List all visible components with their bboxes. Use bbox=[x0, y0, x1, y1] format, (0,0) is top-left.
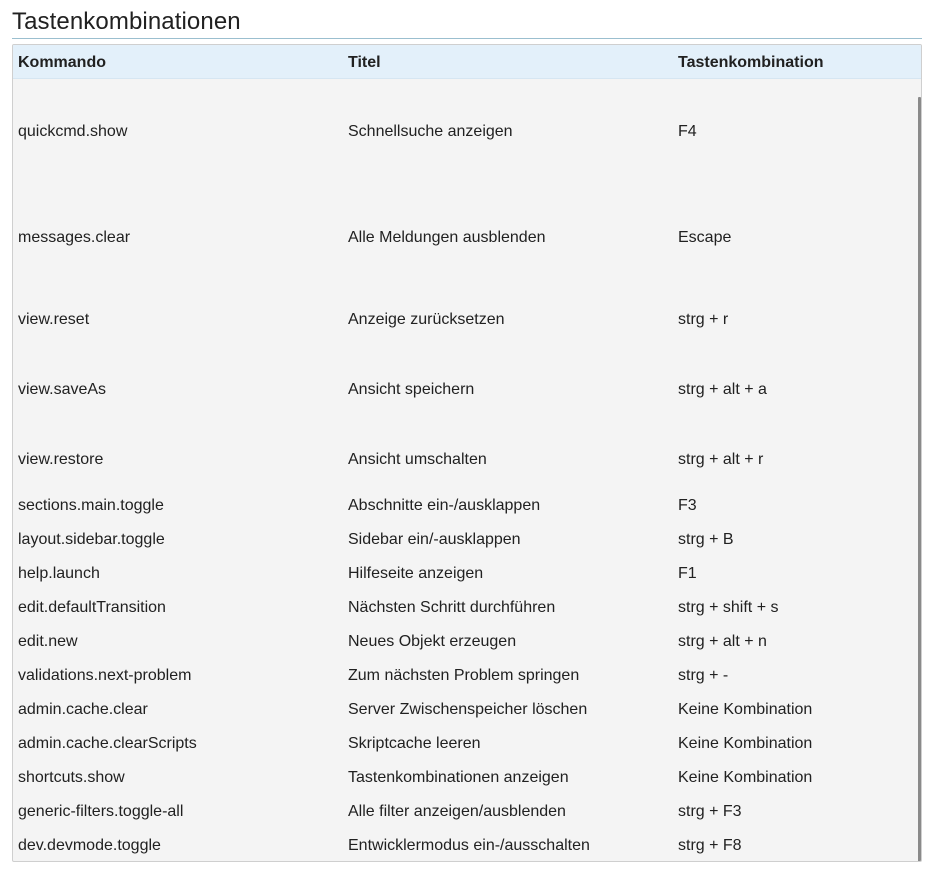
title-cell: Anzeige zurücksetzen bbox=[348, 311, 505, 328]
table-row[interactable] bbox=[13, 727, 913, 761]
title-cell: Entwicklermodus ein-/ausschalten bbox=[348, 837, 590, 854]
shortcut-cell: Escape bbox=[678, 229, 732, 246]
command-cell: messages.clear bbox=[18, 229, 131, 246]
title-cell: Ansicht umschalten bbox=[348, 451, 487, 468]
table-row[interactable] bbox=[13, 489, 913, 523]
title-cell: Abschnitte ein-/ausklappen bbox=[348, 497, 541, 514]
command-cell: admin.cache.clear bbox=[18, 701, 148, 718]
title-divider bbox=[12, 38, 922, 39]
table-row[interactable] bbox=[13, 659, 913, 693]
shortcut-cell: strg + alt + n bbox=[678, 633, 767, 650]
title-cell: Neues Objekt erzeugen bbox=[348, 633, 517, 650]
command-cell: help.launch bbox=[18, 565, 100, 582]
shortcut-cell: F4 bbox=[678, 123, 697, 140]
title-cell: Schnellsuche anzeigen bbox=[348, 123, 513, 140]
table-row[interactable] bbox=[13, 795, 913, 829]
command-cell: quickcmd.show bbox=[18, 123, 128, 140]
title-cell: Server Zwischenspeicher löschen bbox=[348, 701, 588, 718]
shortcuts-table bbox=[12, 44, 922, 862]
shortcut-cell: F1 bbox=[678, 565, 697, 582]
shortcut-cell: F3 bbox=[678, 497, 697, 514]
column-header-shortcut[interactable]: Tastenkombination bbox=[678, 54, 824, 71]
command-cell: generic-filters.toggle-all bbox=[18, 803, 184, 820]
vertical-scrollbar[interactable] bbox=[918, 97, 921, 862]
command-cell: edit.defaultTransition bbox=[18, 599, 166, 616]
table-row[interactable] bbox=[13, 303, 913, 337]
command-cell: view.restore bbox=[18, 451, 104, 468]
table-row[interactable] bbox=[13, 591, 913, 625]
title-cell: Ansicht speichern bbox=[348, 381, 475, 398]
table-row[interactable] bbox=[13, 625, 913, 659]
table-row[interactable] bbox=[13, 761, 913, 795]
command-cell: admin.cache.clearScripts bbox=[18, 735, 197, 752]
shortcut-cell: strg + alt + a bbox=[678, 381, 767, 398]
table-row[interactable] bbox=[13, 829, 913, 862]
table-header bbox=[13, 45, 922, 79]
table-row[interactable] bbox=[13, 115, 913, 149]
title-cell: Alle filter anzeigen/ausblenden bbox=[348, 803, 566, 820]
command-cell: layout.sidebar.toggle bbox=[18, 531, 165, 548]
shortcut-cell: strg + F3 bbox=[678, 803, 742, 820]
shortcut-cell: Keine Kombination bbox=[678, 735, 813, 752]
table-row[interactable] bbox=[13, 523, 913, 557]
title-cell: Tastenkombinationen anzeigen bbox=[348, 769, 569, 786]
shortcut-cell: strg + r bbox=[678, 311, 729, 328]
title-cell: Hilfeseite anzeigen bbox=[348, 565, 484, 582]
shortcut-cell: Keine Kombination bbox=[678, 701, 813, 718]
page-title: Tastenkombinationen bbox=[12, 8, 241, 35]
title-cell: Zum nächsten Problem springen bbox=[348, 667, 580, 684]
table-row[interactable] bbox=[13, 693, 913, 727]
column-header-command[interactable]: Kommando bbox=[18, 54, 106, 71]
table-row[interactable] bbox=[13, 443, 913, 477]
command-cell: view.saveAs bbox=[18, 381, 107, 398]
title-cell: Alle Meldungen ausblenden bbox=[348, 229, 546, 246]
command-cell: sections.main.toggle bbox=[18, 497, 164, 514]
shortcut-cell: strg + shift + s bbox=[678, 599, 779, 616]
shortcut-cell: Keine Kombination bbox=[678, 769, 813, 786]
command-cell: dev.devmode.toggle bbox=[18, 837, 161, 854]
table-row[interactable] bbox=[13, 373, 913, 407]
shortcut-cell: strg + - bbox=[678, 667, 729, 684]
column-header-title[interactable]: Titel bbox=[348, 54, 381, 71]
title-cell: Skriptcache leeren bbox=[348, 735, 481, 752]
shortcut-cell: strg + B bbox=[678, 531, 734, 548]
table-row[interactable] bbox=[13, 221, 913, 255]
shortcut-cell: strg + alt + r bbox=[678, 451, 764, 468]
command-cell: validations.next-problem bbox=[18, 667, 192, 684]
table-row[interactable] bbox=[13, 557, 913, 591]
title-cell: Sidebar ein/-ausklappen bbox=[348, 531, 521, 548]
title-cell: Nächsten Schritt durchführen bbox=[348, 599, 556, 616]
command-cell: shortcuts.show bbox=[18, 769, 125, 786]
shortcut-cell: strg + F8 bbox=[678, 837, 742, 854]
command-cell: edit.new bbox=[18, 633, 78, 650]
command-cell: view.reset bbox=[18, 311, 90, 328]
